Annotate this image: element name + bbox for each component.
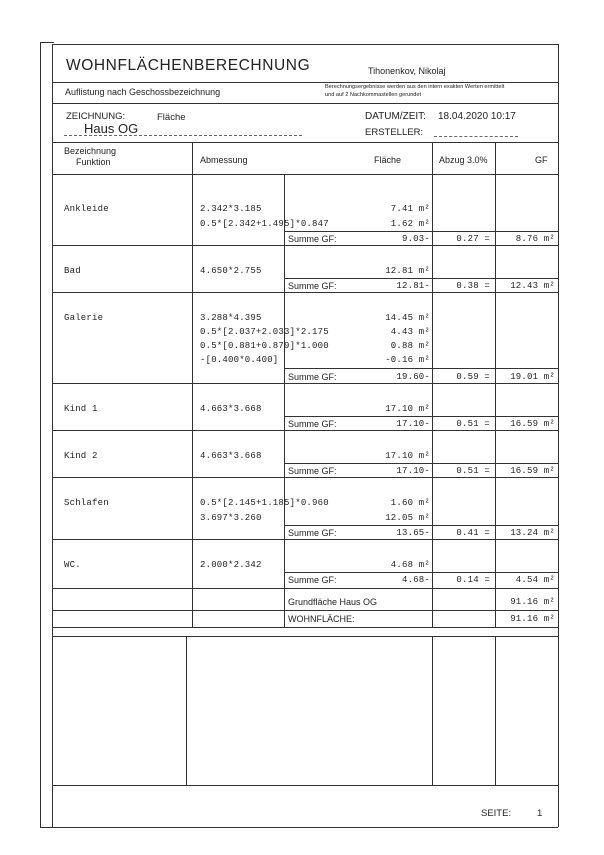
col-line-gf <box>495 142 496 627</box>
area-value: 7.41 m² <box>390 204 430 214</box>
sum-rule <box>284 525 558 526</box>
col-line-sum <box>284 174 285 627</box>
abzug-value: 0.51 = <box>456 466 490 476</box>
datum-value: 18.04.2020 10:17 <box>438 111 516 122</box>
footer-rule <box>52 785 558 786</box>
area-value: 4.68 m² <box>390 560 430 570</box>
sum-rule <box>284 278 558 279</box>
zeichnung-value: Haus OG <box>84 121 139 136</box>
dimension: 4.650*2.755 <box>200 266 262 276</box>
frame-left-edge <box>40 42 41 827</box>
zeichnung-type: Fläche <box>157 112 186 123</box>
abzug-value: 0.38 = <box>456 281 490 291</box>
area-value: -0.16 m² <box>385 355 430 365</box>
sum-value: 9.03- <box>401 234 430 244</box>
sum-label: Summe GF: <box>288 281 337 291</box>
room-name: Kind 1 <box>64 404 98 414</box>
sum-value: 12.81- <box>396 281 430 291</box>
dimension: 2.342*3.185 <box>200 204 262 214</box>
header-rule-1 <box>52 82 558 83</box>
gf-value: 13.24 m² <box>510 528 555 538</box>
room-name: Galerie <box>64 313 104 323</box>
sum-value: 13.65- <box>396 528 430 538</box>
frame-left-border <box>52 44 53 827</box>
lower-col-2 <box>432 636 433 785</box>
sum-rule <box>284 416 558 417</box>
sum-label: Summe GF: <box>288 575 337 585</box>
doc-subtitle: Auflistung nach Geschossbezeichnung <box>65 87 221 97</box>
dimension: 3.288*4.395 <box>200 313 262 323</box>
col-line-abzug <box>432 142 433 627</box>
area-value: 12.05 m² <box>385 513 430 523</box>
dimension: 0.5*[2.342+1.495]*0.847 <box>200 219 329 229</box>
totals-rule <box>52 610 558 611</box>
abzug-value: 0.59 = <box>456 372 490 382</box>
row-separator <box>52 477 558 478</box>
grundflaeche-label: Grundfläche Haus OG <box>288 597 378 607</box>
sum-label: Summe GF: <box>288 372 337 382</box>
sum-rule <box>284 572 558 573</box>
sum-rule <box>284 231 558 232</box>
row-separator <box>52 430 558 431</box>
dimension: 4.663*3.668 <box>200 404 262 414</box>
totals-bottom-rule <box>52 627 558 628</box>
header-rule-2 <box>52 103 558 104</box>
area-value: 1.62 m² <box>390 219 430 229</box>
area-value: 4.43 m² <box>390 327 430 337</box>
col-header-flaeche: Fläche <box>374 155 402 165</box>
sum-rule <box>284 368 558 369</box>
gf-value: 16.59 m² <box>510 419 555 429</box>
sum-value: 4.68- <box>401 575 430 585</box>
dimension: 0.5*[0.881+0.879]*1.000 <box>200 341 329 351</box>
col-header-gf: GF <box>535 155 548 165</box>
frame-bottom-border <box>40 827 558 828</box>
dimension: 0.5*[2.037+2.033]*2.175 <box>200 327 329 337</box>
lower-section-top <box>52 636 558 637</box>
row-separator <box>52 245 558 246</box>
author-name: Tihonenkov, Nikolaj <box>368 66 446 76</box>
ersteller-label: ERSTELLER: <box>365 127 424 138</box>
abzug-value: 0.41 = <box>456 528 490 538</box>
room-name: Ankleide <box>64 204 109 214</box>
lower-col-1 <box>186 636 187 785</box>
sum-label: Summe GF: <box>288 419 337 429</box>
rounding-note-2: und auf 2 Nachkommastellen gerundet <box>325 92 422 98</box>
ersteller-underline <box>434 136 518 137</box>
sum-label: Summe GF: <box>288 466 337 476</box>
row-separator <box>52 539 558 540</box>
col-header-abzug: Abzug 3.0% <box>439 155 488 165</box>
gf-value: 4.54 m² <box>515 575 555 585</box>
seite-value: 1 <box>537 808 543 819</box>
lower-col-3 <box>495 636 496 785</box>
frame-top-border <box>52 44 558 45</box>
doc-title: WOHNFLÄCHENBERECHNUNG <box>66 57 311 74</box>
gf-value: 12.43 m² <box>510 281 555 291</box>
zeichnung-label: ZEICHNUNG: <box>66 111 126 122</box>
sum-rule <box>284 463 558 464</box>
header-rule-3 <box>52 142 558 143</box>
dimension: -[0.400*0.400] <box>200 355 279 365</box>
row-separator <box>52 383 558 384</box>
abzug-value: 0.51 = <box>456 419 490 429</box>
gf-value: 19.01 m² <box>510 372 555 382</box>
area-value: 17.10 m² <box>385 404 430 414</box>
row-separator <box>52 292 558 293</box>
sum-label: Summe GF: <box>288 234 337 244</box>
gf-value: 16.59 m² <box>510 466 555 476</box>
abzug-value: 0.27 = <box>456 234 490 244</box>
column-header-rule <box>52 174 558 175</box>
area-value: 12.81 m² <box>385 266 430 276</box>
dimension: 2.000*2.342 <box>200 560 262 570</box>
wohnflaeche-label: WOHNFLÄCHE: <box>288 614 355 624</box>
col-line-abmessung <box>192 142 193 627</box>
dimension: 4.663*3.668 <box>200 451 262 461</box>
area-value: 1.60 m² <box>390 498 430 508</box>
sum-value: 19.60- <box>396 372 430 382</box>
wohnflaeche-value: 91.16 m² <box>510 614 555 624</box>
grundflaeche-value: 91.16 m² <box>510 597 555 607</box>
dimension: 3.697*3.260 <box>200 513 262 523</box>
room-name: Kind 2 <box>64 451 98 461</box>
row-separator <box>52 588 558 589</box>
area-value: 17.10 m² <box>385 451 430 461</box>
room-name: WC. <box>64 560 81 570</box>
col-header-bezeichnung: Bezeichnung <box>64 146 117 156</box>
datum-label: DATUM/ZEIT: <box>365 111 426 122</box>
seite-label: SEITE: <box>481 808 512 819</box>
col-header-funktion: Funktion <box>76 157 111 167</box>
room-name: Schlafen <box>64 498 109 508</box>
gf-value: 8.76 m² <box>515 234 555 244</box>
dimension: 0.5*[2.145+1.185]*0.960 <box>200 498 329 508</box>
zeichnung-underline <box>64 135 302 136</box>
sum-label: Summe GF: <box>288 528 337 538</box>
sum-value: 17.10- <box>396 466 430 476</box>
sum-value: 17.10- <box>396 419 430 429</box>
area-value: 0.88 m² <box>390 341 430 351</box>
frame-corner <box>40 42 54 43</box>
frame-right-border <box>558 44 559 827</box>
rounding-note-1: Berechnungsergebnisse werden aus den intern exakten Werten ermittelt <box>325 84 505 90</box>
col-header-abmessung: Abmessung <box>200 155 248 165</box>
room-name: Bad <box>64 266 81 276</box>
area-value: 14.45 m² <box>385 313 430 323</box>
abzug-value: 0.14 = <box>456 575 490 585</box>
